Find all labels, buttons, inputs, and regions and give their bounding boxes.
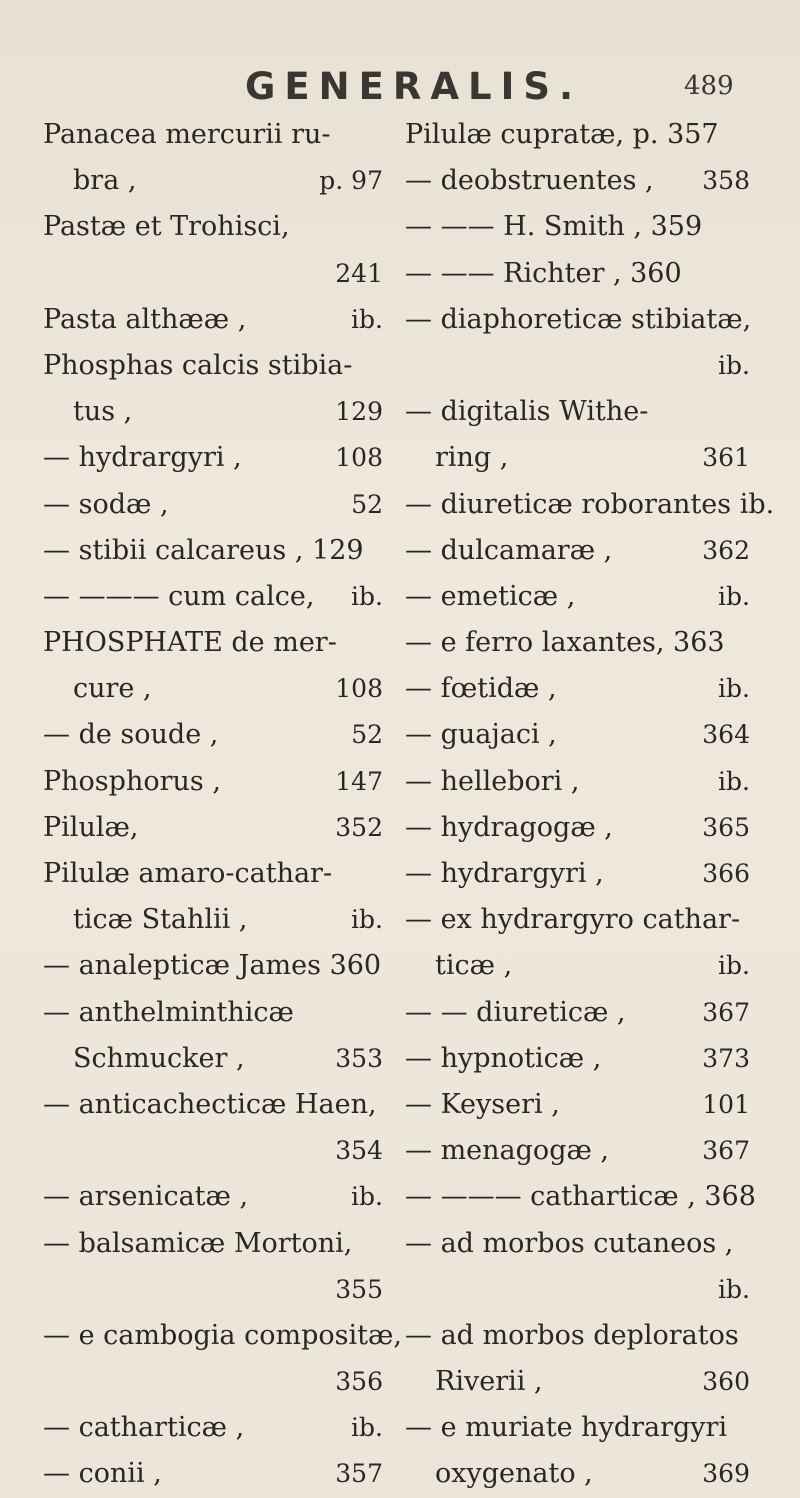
index-entry (43, 482, 383, 528)
index-entry (405, 851, 750, 897)
index-entry (43, 297, 383, 343)
index-entry-text: Riverii , (435, 1366, 543, 1398)
index-entry-page: ib. (718, 766, 750, 796)
index-entry (405, 297, 750, 343)
index-entry (405, 1451, 750, 1497)
index-entry (405, 389, 750, 435)
index-entry (405, 435, 750, 481)
index-entry (405, 805, 750, 851)
index-entry-text: — ex hydrargyro cathar- (405, 904, 741, 936)
index-entry-text: — menagogæ , (405, 1135, 610, 1167)
index-entry (405, 1082, 750, 1128)
index-entry-text: Panacea mercurii ru- (43, 119, 331, 150)
index-entry (43, 574, 383, 620)
index-entry (43, 435, 383, 481)
index-entry-page: 358 (702, 166, 750, 196)
index-entry-page: 362 (702, 535, 750, 565)
index-entry (405, 1267, 750, 1313)
index-entry-text: — stibii calcareus , 129 (43, 534, 364, 566)
index-entry-text: Pilulæ, (43, 811, 139, 843)
index-entry (405, 1221, 750, 1267)
index-entry (43, 851, 383, 897)
index-entry-page: ib. (718, 951, 750, 981)
index-entry (405, 1359, 750, 1405)
index-entry-text: — analepticæ James 360 (43, 950, 382, 982)
index-entry-page: 364 (702, 720, 750, 750)
index-entry (405, 482, 775, 528)
index-entry (43, 759, 383, 805)
index-entry-page: ib. (718, 350, 750, 380)
index-entry-text: — ad morbos cutaneos , (405, 1227, 734, 1259)
index-entry-text: — ——— cum calce, (43, 580, 315, 612)
index-entry (43, 1405, 383, 1451)
index-entry-text: — Keyseri , (405, 1088, 560, 1120)
index-entry (43, 1313, 402, 1359)
index-entry-text: — hypnoticæ , (405, 1042, 602, 1074)
index-entry-page: 147 (335, 766, 383, 796)
index-entry-text: — —— Richter , 360 (405, 257, 682, 289)
index-entry-page: 52 (351, 720, 383, 750)
index-entry-text: Pastæ et Trohisci, (43, 211, 290, 243)
index-entry-page: 356 (335, 1367, 383, 1397)
index-entry (405, 712, 750, 758)
index-entry (405, 897, 750, 943)
index-entry (43, 528, 383, 574)
index-entry-text: Pilulæ cupratæ, p. 357 (405, 119, 719, 150)
index-entry-text: — sodæ , (43, 488, 169, 520)
index-entry-page: 101 (702, 1089, 750, 1119)
index-entry (405, 158, 750, 204)
index-entry-text: ticæ , (435, 950, 513, 982)
index-entry-page: 357 (335, 1459, 383, 1489)
index-entry-text: — deobstruentes , (405, 165, 654, 197)
index-entry-page: 355 (335, 1274, 383, 1304)
index-entry-text: — dulcamaræ , (405, 534, 613, 566)
index-entry (43, 1174, 383, 1220)
index-entry-text: tus , (73, 396, 133, 428)
index-entry-page: ib. (351, 304, 383, 334)
index-entry (405, 528, 750, 574)
index-entry (405, 204, 750, 250)
index-entry (405, 112, 750, 158)
index-entry (43, 1082, 383, 1128)
index-entry-page: p. 97 (319, 166, 383, 196)
index-entry-text: cure , (73, 673, 152, 705)
index-entry-page: 353 (335, 1043, 383, 1073)
index-entry-text: ticæ Stahlii , (73, 904, 248, 936)
index-entry (43, 1267, 383, 1313)
index-entry (405, 1036, 750, 1082)
index-entry (43, 943, 383, 989)
index-entry-text: — catharticæ , (43, 1412, 245, 1444)
index-entry (43, 343, 383, 389)
index-entry (43, 389, 383, 435)
index-entry-page: 365 (702, 812, 750, 842)
index-entry-text: — de soude , (43, 719, 219, 751)
index-entry-page: ib. (718, 674, 750, 704)
index-entry-text: — e cambogia compositæ, (43, 1319, 402, 1351)
index-entry-text: — diureticæ roborantes ib. (405, 488, 775, 520)
index-entry-page: ib. (718, 1274, 750, 1304)
index-entry-page: 52 (351, 489, 383, 519)
index-entry-page: 366 (702, 859, 750, 888)
index-entry-text: PHOSPHATE de mer- (43, 627, 337, 659)
index-entry-text: Phosphas calcis stibia- (43, 349, 353, 381)
index-entry (405, 574, 750, 620)
index-entry-text: bra , (73, 165, 137, 197)
index-entry-text: — fœtidæ , (405, 673, 557, 705)
index-entry-text: — arsenicatæ , (43, 1181, 249, 1213)
index-entry-text: — anticachecticæ Haen, (43, 1088, 377, 1120)
index-entry-text: ring , (435, 442, 509, 474)
index-entry (43, 1128, 383, 1174)
index-entry-page: 367 (702, 997, 750, 1027)
index-entry-page: ib. (351, 905, 383, 935)
index-entry-page: ib. (351, 581, 383, 611)
index-entry-text: — digitalis Withe- (405, 396, 649, 428)
index-entry-page: ib. (351, 1413, 383, 1443)
index-entry-text: — emeticæ , (405, 580, 576, 612)
page-number: 489 (684, 71, 734, 101)
index-entry (43, 1359, 383, 1405)
index-entry-text: — conii , (43, 1458, 162, 1490)
index-entry-text: — diaphoreticæ stibiatæ, (405, 303, 752, 335)
index-entry-text: — —— H. Smith , 359 (405, 211, 703, 243)
index-entry (43, 712, 383, 758)
index-entry-text: Phosphorus , (43, 765, 221, 797)
index-entry (43, 1036, 383, 1082)
index-entry (405, 1128, 750, 1174)
index-entry (405, 1174, 756, 1220)
index-entry (405, 620, 750, 666)
index-entry-page: 360 (702, 1367, 750, 1397)
index-entry-text: — hellebori , (405, 765, 580, 797)
index-entry (405, 343, 750, 389)
index-entry-text: — ad morbos deploratos (405, 1319, 739, 1351)
running-head (0, 65, 800, 115)
index-entry-page: 361 (702, 443, 750, 473)
index-entry (405, 666, 750, 712)
index-entry-text: — balsamicæ Mortoni, (43, 1227, 353, 1259)
index-entry-text: Pasta althææ , (43, 303, 247, 335)
index-entry-text: oxygenato , (435, 1458, 593, 1490)
index-entry (43, 1451, 383, 1497)
index-entry-text: Schmucker , (73, 1042, 245, 1074)
index-entry (43, 1221, 383, 1267)
index-entry-text: — anthelminthicæ (43, 996, 294, 1028)
index-entry (43, 897, 383, 943)
index-entry-text: — ——— catharticæ , 368 (405, 1181, 756, 1213)
index-entry-text: Pilulæ amaro-cathar- (43, 858, 333, 889)
index-entry-text: — hydragogæ , (405, 811, 613, 843)
index-entry-page: 352 (335, 812, 383, 842)
index-entry (43, 805, 383, 851)
index-entry (405, 759, 750, 805)
index-entry (43, 666, 383, 712)
index-entry-text: — guajaci , (405, 719, 557, 751)
index-entry-page: 354 (335, 1136, 383, 1166)
index-entry-page: 129 (335, 397, 383, 427)
index-entry-text: — e ferro laxantes, 363 (405, 627, 725, 659)
index-entry-text: — hydrargyri , (405, 858, 604, 889)
index-column-left (43, 112, 402, 1498)
index-entry-page: ib. (351, 1182, 383, 1212)
index-entry-page: 108 (335, 674, 383, 704)
index-entry (43, 251, 383, 297)
index-entry (405, 251, 750, 297)
index-entry-page: 367 (702, 1136, 750, 1166)
index-entry (43, 204, 383, 250)
index-entry (43, 620, 383, 666)
index-entry-text: — e muriate hydrargyri (405, 1412, 728, 1444)
index-column-right (405, 112, 775, 1498)
running-head-title: GENERALIS. (245, 65, 583, 108)
index-entry (43, 990, 383, 1036)
index-entry (405, 990, 750, 1036)
index-entry-page: 369 (702, 1459, 750, 1489)
index-entry-text: — hydrargyri , (43, 442, 242, 474)
index-entry (405, 1405, 750, 1451)
index-entry-page: ib. (718, 581, 750, 611)
index-entry-page: 241 (335, 258, 383, 288)
index-entry (405, 1313, 750, 1359)
index-entry-text: — — diureticæ , (405, 996, 626, 1028)
index-entry (43, 112, 383, 158)
index-entry-page: 108 (335, 443, 383, 473)
index-entry (405, 943, 750, 989)
index-entry (43, 158, 383, 204)
index-entry-page: 373 (702, 1043, 750, 1073)
